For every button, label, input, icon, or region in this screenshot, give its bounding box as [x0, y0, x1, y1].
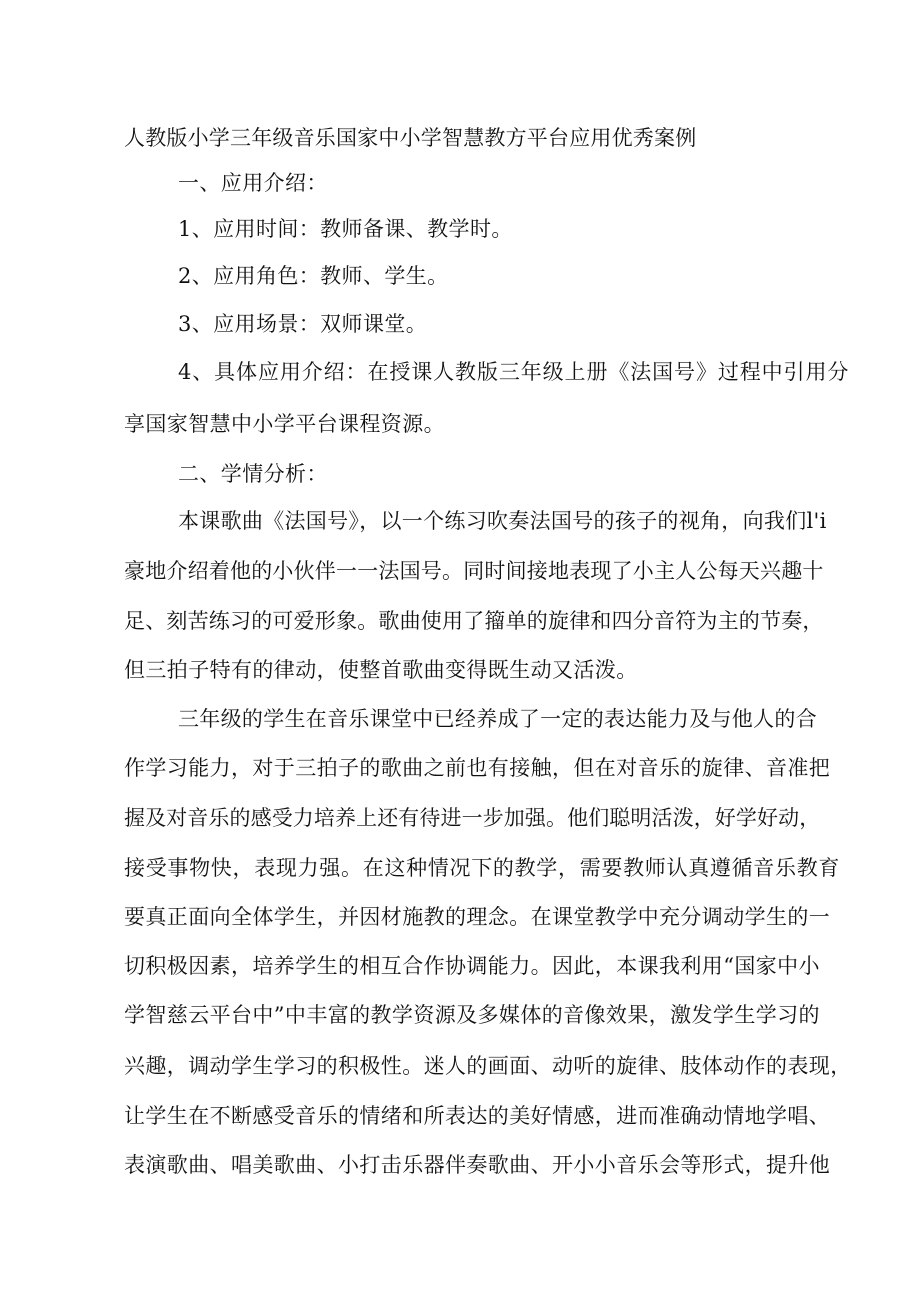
intro-item-scene: 3、应用场景：双师课堂。	[178, 312, 428, 336]
paragraph-line: 握及对音乐的感受力培养上还有待进一步加强。他们聪明活泼，好学好动，	[124, 806, 821, 830]
document-title: 人教版小学三年级音乐国家中小学智慧教方平台应用优秀案例	[124, 126, 697, 150]
paragraph-line: 足、刻苦练习的可爱形象。歌曲使用了籀单的旋律和四分音符为主的节奏，	[124, 609, 824, 633]
paragraph-line: 接受事物快，表现力强。在这种情况下的教学，需要教师认真遵循音乐教育	[124, 856, 841, 880]
paragraph-line: 要真正面向全体学生，并因材施教的理念。在课堂教学中充分调动学生的一	[124, 905, 831, 929]
paragraph-line: 豪地介绍着他的小伙伴一一法国号。同时间接地表现了小主人公每天兴趣十	[124, 559, 824, 583]
intro-item-detail-continued: 享国家智慧中小学平台课程资源。	[124, 412, 445, 436]
paragraph-line: 三年级的学生在音乐课堂中已经养成了一定的表达能力及与他人的合	[178, 707, 817, 731]
paragraph-line: 兴趣，调动学生学习的积极性。迷人的画面、动听的旋律、肢体动作的表现，	[124, 1054, 852, 1078]
paragraph-line: 作学习能力，对于三拍子的歌曲之前也有接触，但在对音乐的旋律、音准把	[124, 756, 831, 780]
section-heading-analysis: 二、学情分析：	[178, 462, 328, 486]
paragraph-line: 学智慈云平台中”中丰富的教学资源及多媒体的音像效果，激发学生学习的	[124, 1003, 820, 1027]
section-heading-intro: 一、应用介绍：	[178, 171, 328, 195]
intro-item-detail: 4、具体应用介绍：在授课人教版三年级上册《法国号》过程中引用分	[178, 360, 850, 384]
paragraph-line: 表演歌曲、唱美歌曲、小打击乐器伴奏歌曲、开小小音乐会等形式，提升他	[124, 1153, 831, 1177]
intro-item-time: 1、应用时间：教师备课、教学时。	[178, 217, 513, 241]
paragraph-line: 让学生在不断感受音乐的情绪和所表达的美好情感，进而准确动情地学唱、	[124, 1104, 831, 1128]
paragraph-line: 但三拍子特有的律动，使整首歌曲变得既生动又活泼。	[124, 658, 638, 682]
paragraph-line: 本课歌曲《法国号》，以一个练习吹奏法国号的孩子的视角，向我们l'i	[178, 509, 827, 533]
intro-item-role: 2、应用角色：教师、学生。	[178, 264, 449, 288]
paragraph-line: 切积极因素，培养学生的相互合作协调能力。因此，本课我利用“国家中小	[124, 954, 820, 978]
